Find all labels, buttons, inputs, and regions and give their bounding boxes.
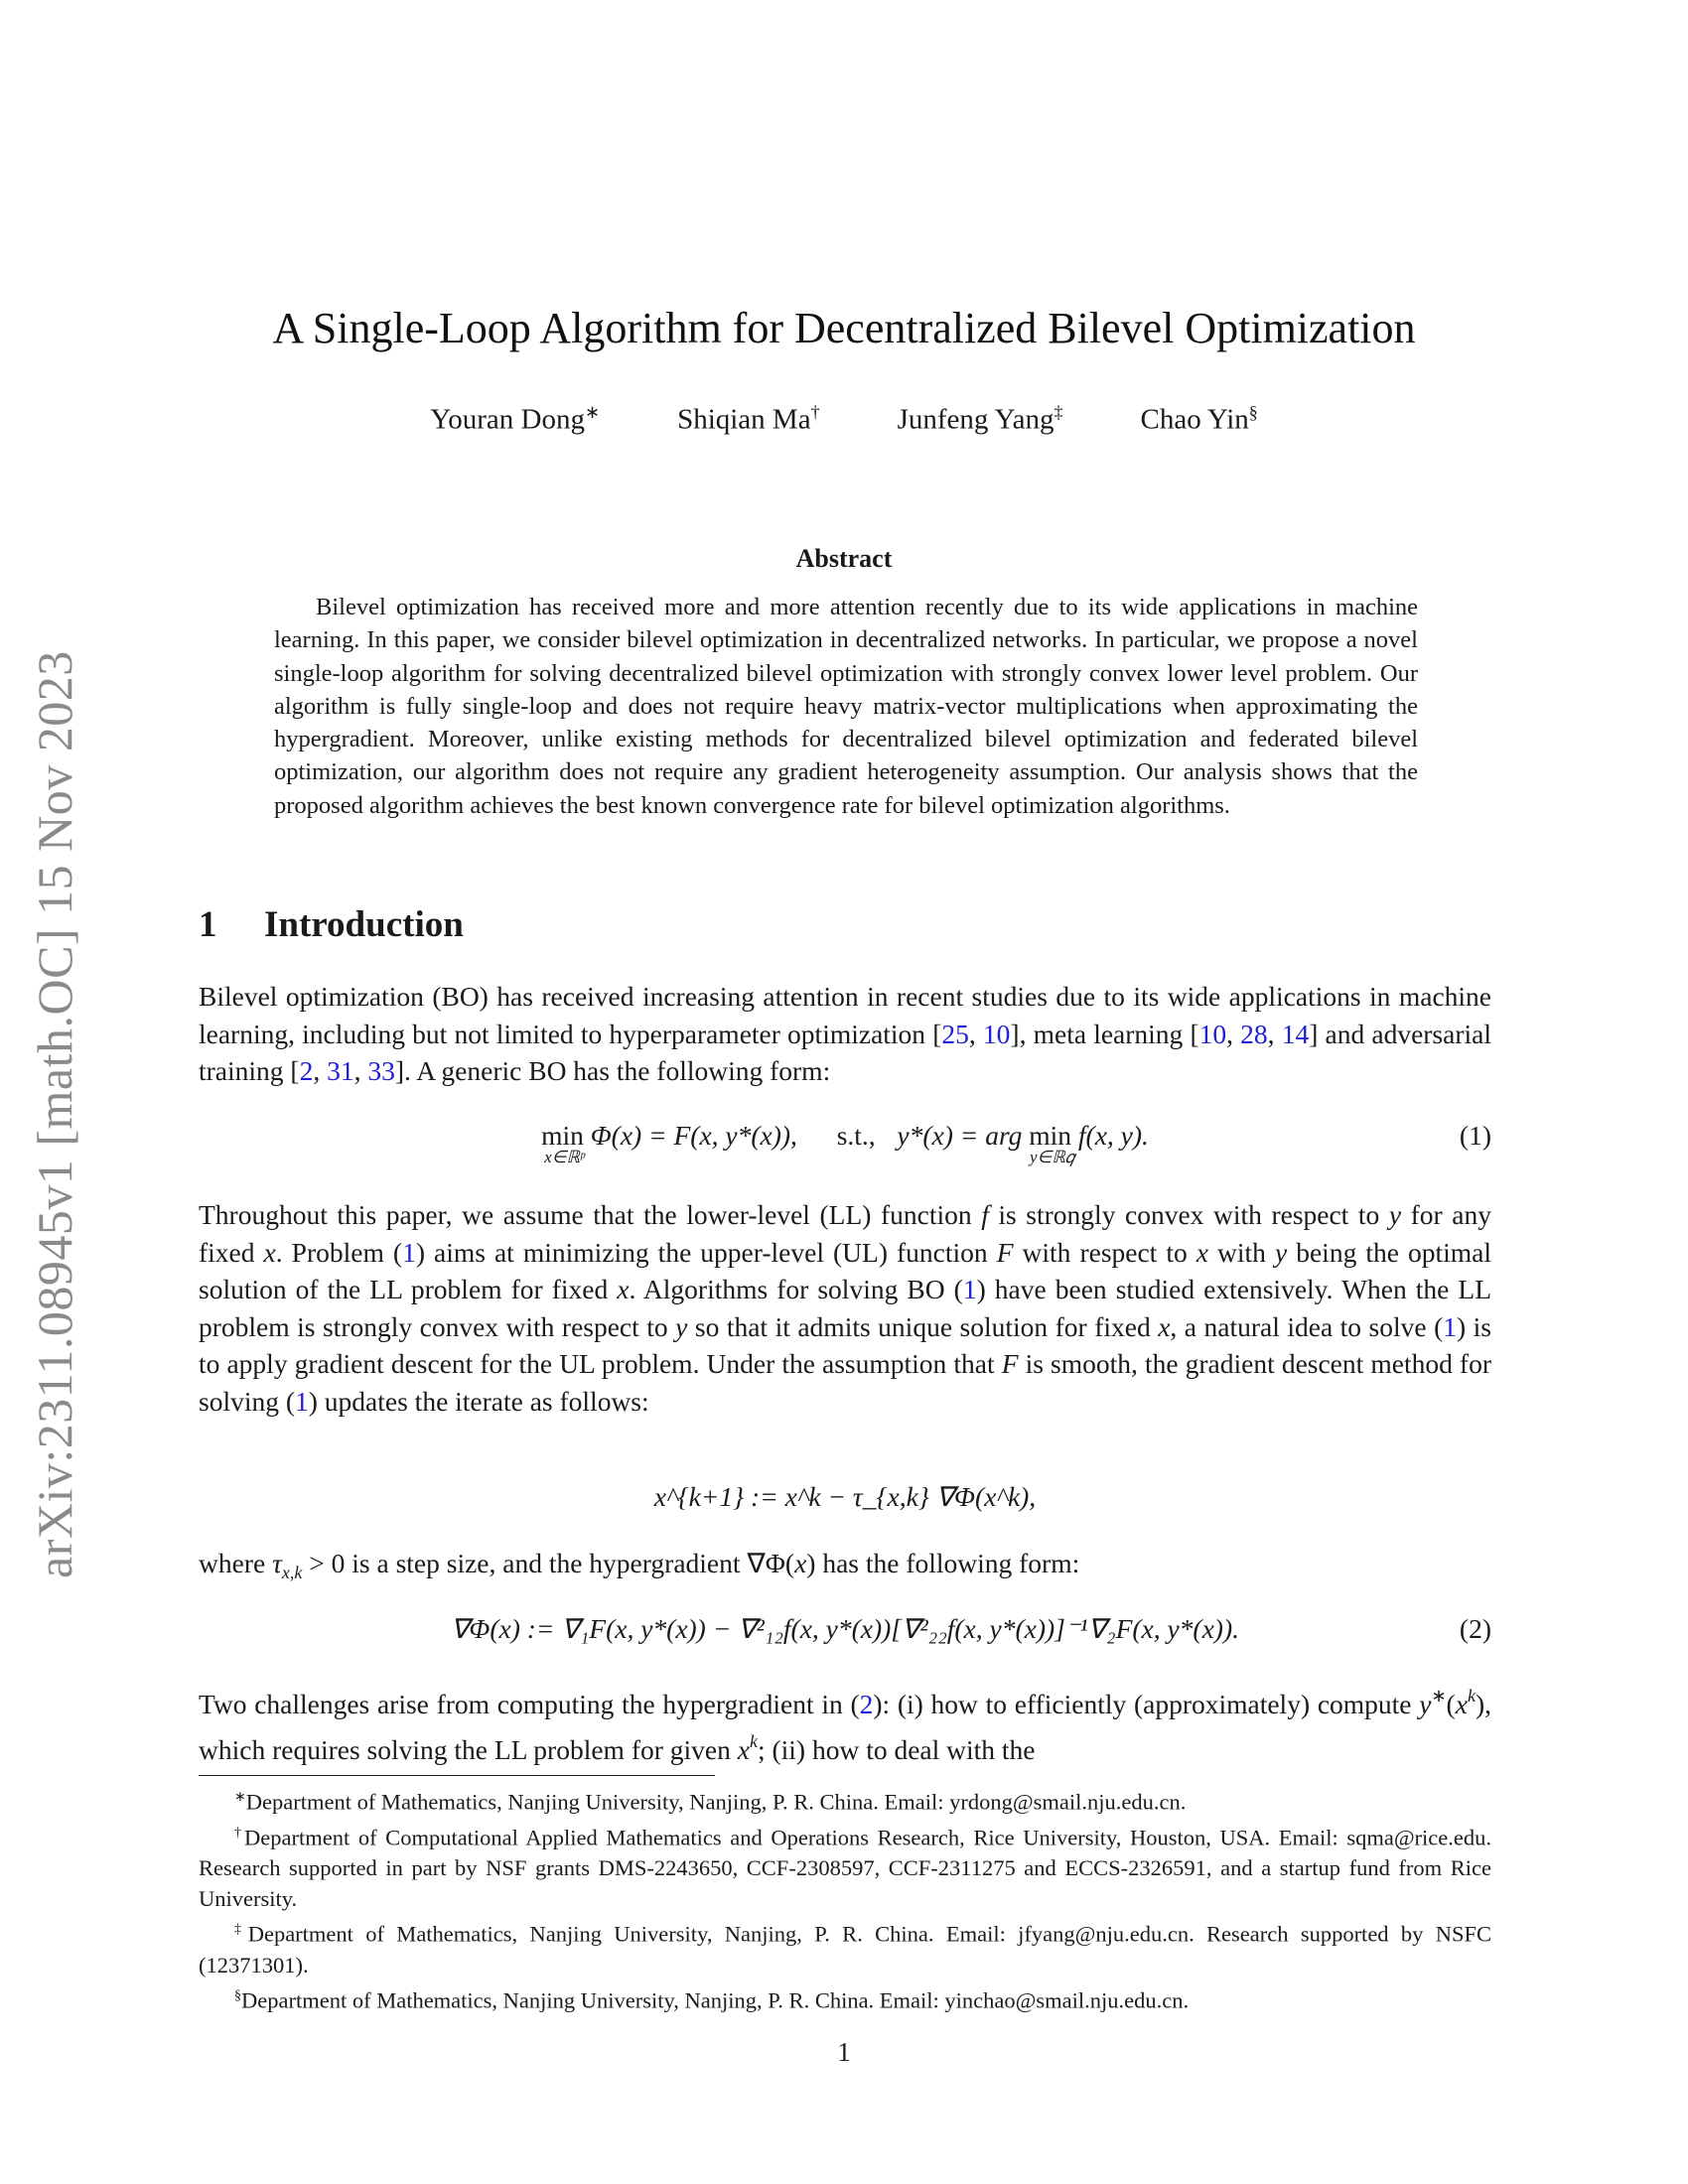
text: ], meta learning [	[1010, 1018, 1199, 1049]
footnote-mark: §	[234, 1987, 241, 2003]
text: ) aims at minimizing the upper-level (UL) function	[415, 1236, 997, 1268]
author	[898, 402, 1063, 437]
math-superscript: ∗	[1431, 1686, 1447, 1706]
text: where	[199, 1548, 273, 1578]
citation-link[interactable]: 33	[367, 1055, 395, 1087]
footnote-mark: ∗	[234, 1790, 246, 1805]
page-number: 1	[837, 2037, 851, 2067]
math-var: y	[675, 1310, 688, 1342]
citation-link[interactable]: 2	[299, 1055, 314, 1087]
author	[430, 402, 600, 437]
equation-number: (1)	[1459, 1120, 1491, 1151]
citation-link[interactable]: 28	[1240, 1018, 1268, 1049]
equation-link[interactable]: 1	[402, 1236, 416, 1268]
abstract-text: Bilevel optimization has received more and more attention recently due to its wide applications in machine learning. In this paper, we consider bilevel optimization in decentralized networks. In particular, we propose a novel single-loop algorithm for solving decentralized bilevel optimization with strongly convex lower level problem. Our algorithm is fully single-loop and does not require heavy matrix-vector multiplications when approximating the hypergradient. Moreover, unlike existing methods for decentralized bilevel optimization and federated bilevel optimization, our algorithm does not require any gradient heterogeneity assumption. Our analysis shows that the proposed algorithm achieves the best known convergence rate for bilevel optimization algorithms.	[274, 594, 1418, 819]
text: for any fixed	[199, 1199, 1491, 1268]
equation-body: ∇Φ(x) := ∇₁F(x, y*(x)) − ∇²₁₂f(x, y*(x))[∇²₂₂f(x, y*(x))]⁻¹∇₂F(x, y*(x)).	[451, 1613, 1239, 1644]
text: with	[1208, 1236, 1275, 1268]
text: . Problem (	[275, 1236, 403, 1268]
equation-link[interactable]: 1	[962, 1274, 977, 1305]
author-footnote-mark[interactable]: ∗	[584, 402, 601, 422]
math-expression: Φ(x) = F(x, y*(x)),	[583, 1120, 797, 1151]
equation-link[interactable]: 1	[1443, 1310, 1457, 1342]
author-footnote-mark[interactable]: §	[1248, 402, 1258, 422]
equation-2	[199, 1613, 1491, 1653]
text: > 0 is a step size, and the hypergradient ∇Φ(	[302, 1548, 795, 1578]
text: ) is to apply gradient descent for the UL problem. Under the assumption that	[199, 1310, 1491, 1380]
text: with respect to	[1013, 1236, 1196, 1268]
footnote	[199, 1980, 1491, 2016]
footnote	[199, 1914, 1491, 1980]
author	[1141, 402, 1258, 437]
text: ,	[1267, 1018, 1282, 1049]
section-number: 1	[199, 904, 217, 945]
text: ]. A generic BO has the following form:	[394, 1055, 831, 1087]
author-name: Shiqian Ma	[677, 403, 811, 436]
text: ) has the following form:	[806, 1548, 1080, 1578]
math-var: x	[737, 1733, 750, 1765]
equation-link[interactable]: 2	[859, 1689, 874, 1719]
math-var: y	[1274, 1236, 1288, 1268]
math-expression: f(x, y).	[1071, 1120, 1149, 1151]
footnote-text: Department of Computational Applied Mathematics and Operations Research, Rice University, Houston, USA. Email: sqma@rice.edu. Research supported in part by NSF grants DMS-2243650, CCF-2308597, CCF-2311275 and ECCS-2326591, and a startup fund from Rice University.	[199, 1825, 1492, 1911]
text: ] and adversarial training [	[199, 1018, 1491, 1087]
equation-1	[199, 1120, 1491, 1179]
text: , a natural idea to solve (	[1170, 1310, 1444, 1342]
math-var: x	[1455, 1689, 1468, 1719]
abstract-heading: Abstract	[795, 544, 893, 573]
math-superscript: k	[1467, 1686, 1476, 1706]
math-var: F	[1001, 1348, 1019, 1380]
author-footnote-mark[interactable]: †	[810, 402, 820, 422]
citation-link[interactable]: 10	[982, 1018, 1011, 1049]
text: Bilevel optimization (BO) has received increasing attention in recent studies due to its wide applications in machine learning, including but not limited to hyperparameter optimization [	[199, 981, 1491, 1049]
such-that-label: s.t.,	[836, 1120, 876, 1151]
text: Two challenges arise from computing the hypergradient in (	[199, 1689, 860, 1719]
text: Throughout this paper, we assume that the lower-level (LL) function	[199, 1199, 982, 1230]
footnote-text: Department of Mathematics, Nanjing University, Nanjing, P. R. China. Email: yinchao@smail.nju.edu.cn.	[241, 1987, 1190, 2012]
author-list	[0, 402, 1688, 437]
text: ) have been studied extensively. When the LL problem is strongly convex with respect to	[199, 1274, 1492, 1342]
arxiv-stamp: arXiv:2311.08945v1 [math.OC] 15 Nov 2023	[27, 650, 82, 1578]
section-title: Introduction	[264, 904, 464, 945]
operator-limit: x∈ℝᵖ	[544, 1148, 585, 1166]
math-var: F	[996, 1236, 1014, 1268]
equation-body	[199, 1120, 1491, 1166]
citation-link[interactable]: 10	[1198, 1018, 1227, 1049]
text: is strongly convex with respect to	[988, 1199, 1389, 1230]
citation-link[interactable]: 31	[327, 1055, 354, 1087]
math-subscript: x,k	[281, 1563, 303, 1582]
text: ,	[968, 1018, 983, 1049]
math-var: τ	[272, 1548, 282, 1578]
text: ,	[1226, 1018, 1241, 1049]
footnote-text: Department of Mathematics, Nanjing University, Nanjing, P. R. China. Email: yrdong@smail.nju.edu.cn.	[245, 1789, 1187, 1815]
math-var: x	[794, 1548, 807, 1578]
footnote	[199, 1818, 1491, 1915]
text: ,	[353, 1055, 368, 1087]
text: ,	[313, 1055, 328, 1087]
equation-number: (2)	[1459, 1613, 1491, 1644]
footnote-mark: †	[234, 1825, 244, 1841]
author-footnote-mark[interactable]: ‡	[1054, 402, 1063, 422]
text: ; (ii) how to deal with the	[757, 1733, 1036, 1765]
citation-link[interactable]: 25	[941, 1018, 969, 1049]
text: is smooth, the gradient descent method for solving (	[199, 1348, 1491, 1417]
text: ): (i) how to efficiently (approximately) compute	[873, 1689, 1420, 1719]
math-var: y	[1388, 1199, 1402, 1230]
equation-body: x^{k+1} := x^k − τ_{x,k} ∇Φ(x^k),	[653, 1481, 1037, 1512]
min-operator	[1029, 1120, 1075, 1166]
text: ), which requires solving the LL problem for given	[199, 1689, 1491, 1765]
text: being the optimal solution of the LL problem for fixed	[199, 1236, 1491, 1305]
intro-paragraph-3	[199, 1545, 1491, 1592]
footnote-divider	[199, 1775, 715, 1776]
author-name: Youran Dong	[430, 403, 585, 436]
math-var: x	[263, 1236, 276, 1268]
text: (	[1446, 1689, 1456, 1719]
section-heading	[199, 903, 464, 946]
author-name: Chao Yin	[1140, 403, 1249, 436]
operator: min	[541, 1120, 584, 1151]
math-var: x	[617, 1274, 630, 1305]
math-superscript: k	[749, 1730, 758, 1751]
text: so that it admits unique solution for fixed	[687, 1310, 1159, 1342]
author-name: Junfeng Yang	[897, 403, 1055, 436]
text: ) updates the iterate as follows:	[308, 1385, 649, 1417]
operator-limit: y∈ℝ𝑞	[1029, 1148, 1075, 1166]
operator: min	[1029, 1120, 1072, 1151]
text: . Algorithms for solving BO (	[629, 1274, 963, 1305]
footnotes	[199, 1782, 1491, 2015]
equation-link[interactable]: 1	[295, 1385, 309, 1417]
intro-paragraph-4	[199, 1678, 1491, 1768]
paper-title: A Single-Loop Algorithm for Decentralized Bilevel Optimization	[272, 304, 1416, 352]
author	[677, 402, 820, 437]
math-var: x	[1158, 1310, 1171, 1342]
intro-paragraph-1	[199, 978, 1491, 1090]
footnote-text: Department of Mathematics, Nanjing University, Nanjing, P. R. China. Email: jfyang@nju.edu.cn. Research supported by NSFC (12371301).	[199, 1921, 1491, 1978]
intro-paragraph-2	[199, 1196, 1491, 1421]
equation-update-rule	[199, 1481, 1491, 1521]
math-var: f	[981, 1199, 989, 1230]
math-expression: y*(x) = arg	[897, 1120, 1030, 1151]
math-var: x	[1196, 1236, 1208, 1268]
footnote-mark: ‡	[234, 1922, 248, 1937]
math-var: y	[1419, 1689, 1432, 1719]
citation-link[interactable]: 14	[1281, 1018, 1310, 1049]
min-operator	[541, 1120, 585, 1166]
footnote	[199, 1782, 1491, 1818]
